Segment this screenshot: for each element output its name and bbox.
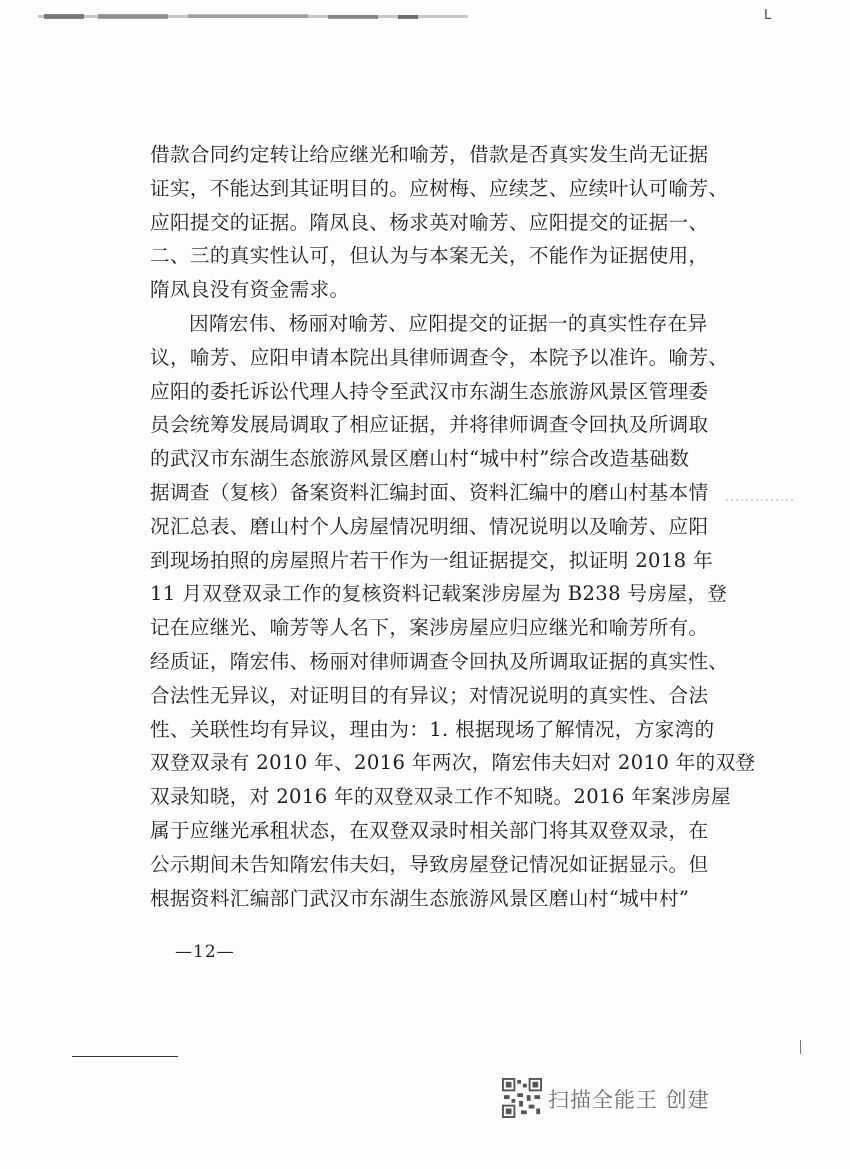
text-line: 因隋宏伟、杨丽对喻芳、应阳提交的证据一的真实性存在异 (189, 311, 708, 335)
text-line: 属于应继光承租状态，在双登双录时相关部门将其双登双录，在 (150, 818, 709, 842)
text-line: 隋凤良没有资金需求。 (150, 278, 350, 302)
text-line: 11 月双登双录工作的复核资料记载案涉房屋为 B238 号房屋，登 (150, 582, 728, 606)
paragraph (150, 307, 756, 915)
text-line: 性、关联性均有异议，理由为：1. 根据现场了解情况，方家湾的 (150, 717, 715, 741)
scan-edge-noise (38, 12, 468, 22)
text-line: 合法性无异议，对证明目的有异议；对情况说明的真实性、合法 (150, 683, 709, 707)
text-line: 到现场拍照的房屋照片若干作为一组证据提交，拟证明 2018 年 (150, 548, 714, 572)
text-line: 据调查（复核）备案资料汇编封面、资料汇编中的磨山村基本情 (150, 480, 709, 504)
footer-rule (72, 1056, 178, 1057)
text-line: 双登双录有 2010 年、2016 年两次，隋宏伟夫妇对 2010 年的双登 (150, 751, 756, 775)
text-line: 况汇总表、磨山村个人房屋情况明细、情况说明以及喻芳、应阳 (150, 514, 709, 538)
text-line: 议，喻芳、应阳申请本院出具律师调查令，本院予以准许。喻芳、 (150, 345, 729, 369)
corner-mark: L (764, 8, 772, 23)
body-text (150, 138, 756, 915)
text-line: 记在应继光、喻芳等人名下，案涉房屋应归应继光和喻芳所有。 (150, 616, 709, 640)
text-line: 证实，不能达到其证明目的。应树梅、应续芝、应续叶认可喻芳、 (150, 176, 729, 200)
watermark-text: 扫描全能王 创建 (548, 1088, 710, 1112)
scanner-watermark (502, 1078, 732, 1122)
text-line: 应阳提交的证据。隋凤良、杨求英对喻芳、应阳提交的证据一、 (150, 210, 709, 234)
text-line: 双录知晓，对 2016 年的双登双录工作不知晓。2016 年案涉房屋 (150, 785, 731, 809)
page-number: —12— (175, 942, 235, 962)
text-line: 员会统筹发展局调取了相应证据，并将律师调查令回执及所调取 (150, 413, 709, 437)
text-line: 根据资料汇编部门武汉市东湖生态旅游风景区磨山村“城中村” (150, 886, 690, 910)
text-line: 应阳的委托诉讼代理人持令至武汉市东湖生态旅游风景区管理委 (150, 379, 709, 403)
text-line: 二、三的真实性认可，但认为与本案无关，不能作为证据使用， (150, 244, 709, 268)
scan-speckle (726, 498, 796, 502)
text-line: 经质证，隋宏伟、杨丽对律师调查令回执及所调取证据的真实性、 (150, 649, 729, 673)
scan-mark (800, 1040, 801, 1054)
text-line: 的武汉市东湖生态旅游风景区磨山村“城中村”综合改造基础数 (150, 447, 690, 471)
text-line: 借款合同约定转让给应继光和喻芳，借款是否真实发生尚无证据 (150, 143, 709, 166)
qr-code-icon (502, 1078, 542, 1118)
text-line: 公示期间未告知隋宏伟夫妇，导致房屋登记情况如证据显示。但 (150, 852, 709, 876)
paragraph (150, 138, 729, 307)
